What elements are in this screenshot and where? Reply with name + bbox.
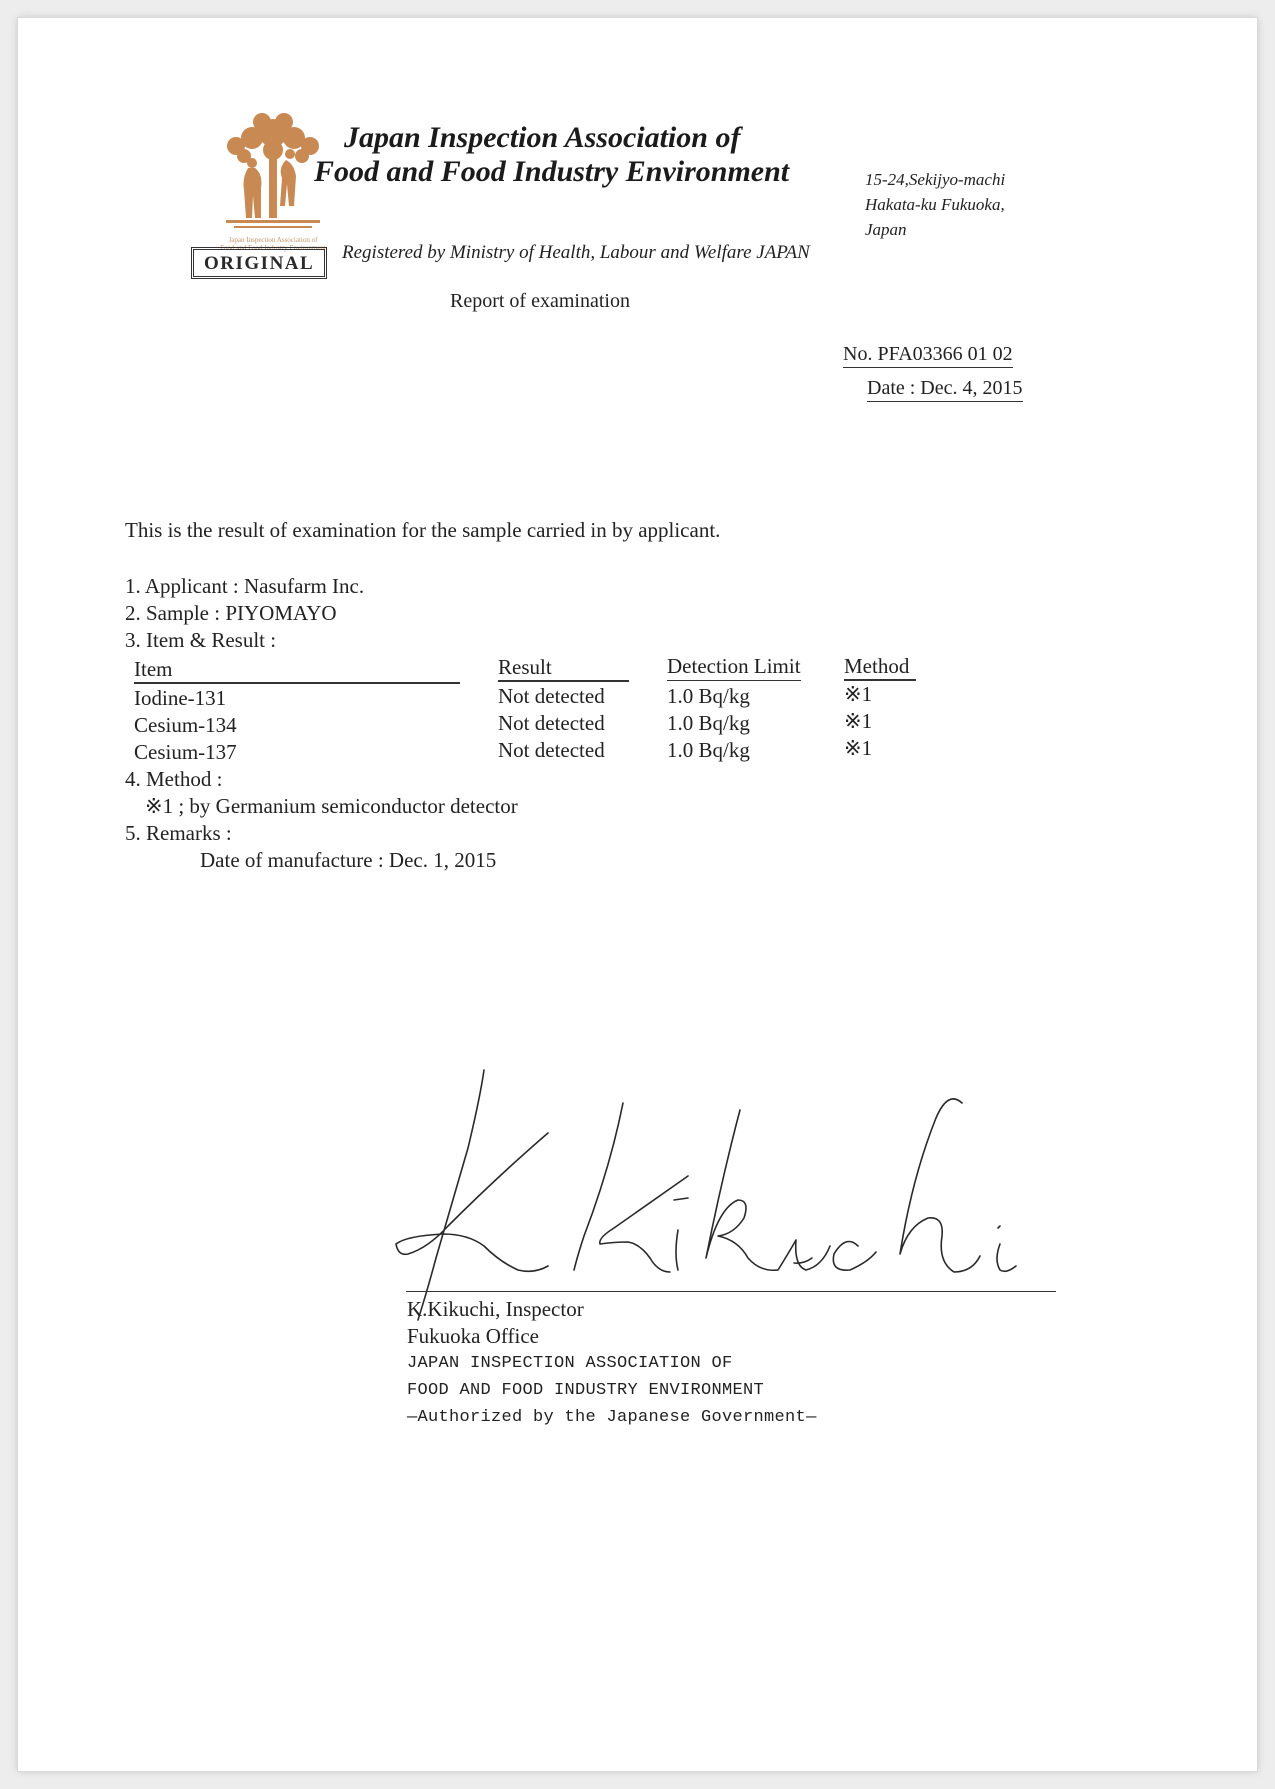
table-cell-item: Cesium-137 xyxy=(134,740,237,764)
signatory-name-title: K.Kikuchi, Inspector xyxy=(407,1297,584,1321)
original-stamp: ORIGINAL xyxy=(191,247,327,279)
address-line3: Japan xyxy=(865,220,907,239)
table-cell-limit: 1.0 Bq/kg xyxy=(667,684,750,708)
address-line2: Hakata-ku Fukuoka, xyxy=(865,195,1005,214)
report-title: Report of examination xyxy=(450,290,630,312)
table-cell-method: ※1 xyxy=(844,736,873,760)
table-cell-limit: 1.0 Bq/kg xyxy=(667,738,750,762)
col-header-item-underline xyxy=(134,682,460,684)
signatory-org-line2: FOOD AND FOOD INDUSTRY ENVIRONMENT xyxy=(407,1381,765,1400)
logo-caption-line1: Japan Inspection Association of xyxy=(228,236,318,244)
remarks-note: Date of manufacture : Dec. 1, 2015 xyxy=(200,848,497,872)
col-header-result: Result xyxy=(498,655,552,679)
col-header-detection-limit: Detection Limit xyxy=(667,654,801,681)
table-cell-result: Not detected xyxy=(498,684,605,708)
signatory-org-line1: JAPAN INSPECTION ASSOCIATION OF xyxy=(407,1354,733,1373)
col-header-item: Item xyxy=(134,657,173,681)
handwritten-signature xyxy=(388,1058,1048,1338)
col-header-result-underline xyxy=(498,680,629,682)
report-number: No. PFA03366 01 02 xyxy=(843,343,1013,368)
table-cell-method: ※1 xyxy=(844,682,873,706)
method-note: ※1 ; by Germanium semiconductor detector xyxy=(145,794,518,818)
intro-text: This is the result of examination for the sample carried in by applicant. xyxy=(125,518,721,542)
address-line1: 15-24,Sekijyo-machi xyxy=(865,170,1006,189)
applicant-field: 1. Applicant : Nasufarm Inc. xyxy=(125,574,365,598)
table-cell-item: Iodine-131 xyxy=(134,686,227,710)
logo-caption-line2: Food and Food Industry Environment xyxy=(220,244,326,252)
col-header-method-underline xyxy=(844,679,916,681)
signatory-office: Fukuoka Office xyxy=(407,1324,539,1348)
table-cell-result: Not detected xyxy=(498,711,605,735)
org-name-line2: Food and Food Industry Environment xyxy=(314,155,790,188)
table-cell-limit: 1.0 Bq/kg xyxy=(667,711,750,735)
org-name-line1: Japan Inspection Association of xyxy=(344,121,741,154)
method-label: 4. Method : xyxy=(125,767,223,791)
registered-line: Registered by Ministry of Health, Labour and Welfare JAPAN xyxy=(342,242,810,263)
remarks-label: 5. Remarks : xyxy=(125,821,232,845)
sample-field: 2. Sample : PIYOMAYO xyxy=(125,601,337,625)
table-cell-result: Not detected xyxy=(498,738,605,762)
document-page xyxy=(18,18,1257,1771)
col-header-method: Method xyxy=(844,654,910,678)
signature-line xyxy=(406,1291,1056,1292)
table-cell-item: Cesium-134 xyxy=(134,713,237,737)
report-date: Date : Dec. 4, 2015 xyxy=(867,377,1023,402)
table-cell-method: ※1 xyxy=(844,709,873,733)
item-result-field: 3. Item & Result : xyxy=(125,628,277,652)
authorized-line: —Authorized by the Japanese Government— xyxy=(407,1408,817,1427)
